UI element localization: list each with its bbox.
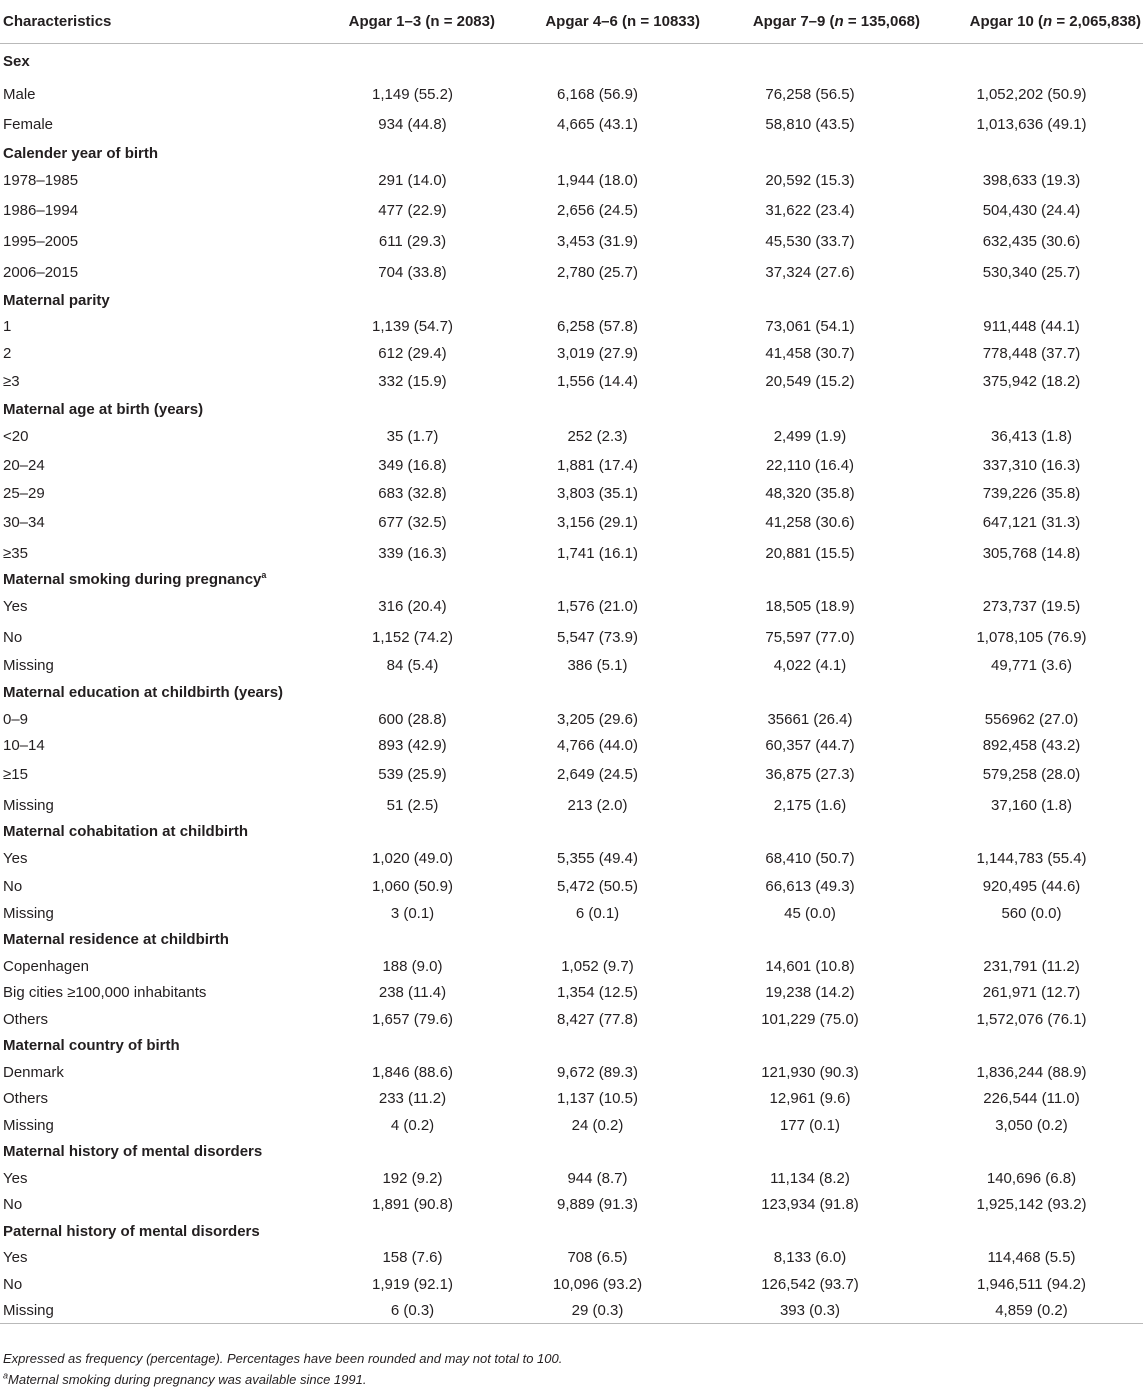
cell-value: 3,205 (29.6) (557, 710, 638, 728)
table-row (0, 1086, 1143, 1112)
section-header-row (0, 396, 1143, 423)
table-row (0, 953, 1143, 980)
cell-value: 20,881 (15.5) (765, 544, 855, 562)
header-row (0, 0, 1143, 44)
cell-value: 4,766 (44.0) (557, 737, 638, 754)
cell-value: 477 (22.9) (378, 201, 447, 219)
cell-value: 1,891 (90.8) (372, 1196, 453, 1213)
cell-value: 68,410 (50.7) (765, 849, 855, 867)
row-label: Big cities ≥100,000 inhabitants (3, 984, 207, 1001)
cell-value: 1,354 (12.5) (557, 984, 638, 1001)
table-row (0, 1192, 1143, 1218)
row-label: Yes (3, 849, 28, 867)
cell-value: 556962 (27.0) (984, 710, 1079, 728)
cell-value: 188 (9.0) (382, 957, 443, 975)
cell-value: 9,889 (91.3) (557, 1196, 638, 1213)
row-label: No (3, 628, 23, 646)
cell-value: 75,597 (77.0) (765, 628, 855, 646)
cell-value: 3,156 (29.1) (557, 513, 638, 531)
cell-value: 37,324 (27.6) (765, 263, 855, 281)
section-title (0, 679, 1143, 706)
cell-value: 29 (0.3) (495, 1298, 700, 1324)
section-header-row (0, 569, 1143, 591)
cell-value: 893 (42.9) (378, 737, 447, 754)
cell-value: 683 (32.8) (378, 485, 447, 502)
cell-value: 1,741 (16.1) (557, 544, 638, 562)
row-label: Missing (0, 1298, 330, 1324)
cell-value: 4 (0.2) (390, 1116, 435, 1134)
cell-value: 291 (14.0) (378, 171, 447, 189)
cell-value: 10,096 (93.2) (552, 1275, 643, 1293)
section-title-text: Maternal age at birth (years) (3, 400, 204, 418)
footnote-smoking-text: Maternal smoking during pregnancy was available since 1991. (8, 1372, 367, 1387)
cell-value: 11,134 (8.2) (770, 1169, 850, 1187)
table-row (0, 653, 1143, 679)
cell-value: 2,499 (1.9) (773, 427, 847, 445)
table-row (0, 538, 1143, 569)
section-title (0, 569, 1143, 591)
footnote-marker: a (3, 1370, 9, 1381)
cell-value: 305,768 (14.8) (982, 544, 1081, 562)
cell-value: 632,435 (30.6) (982, 232, 1081, 250)
row-label: 1995–2005 (3, 232, 79, 250)
cell-value: 35661 (26.4) (767, 710, 853, 728)
row-label: Others (3, 1010, 49, 1028)
section-header-row (0, 1033, 1143, 1059)
section-title (0, 396, 1143, 423)
section-header-row (0, 927, 1143, 953)
cell-value: 252 (2.3) (567, 427, 628, 445)
row-label: ≥35 (3, 544, 28, 562)
table-row (0, 109, 1143, 141)
cell-value: 1,052,202 (50.9) (976, 85, 1087, 103)
cell-value: 1,919 (92.1) (372, 1275, 453, 1293)
cell-value: 3,453 (31.9) (557, 232, 638, 250)
table-row (0, 450, 1143, 481)
cell-value: 2,656 (24.5) (557, 201, 638, 219)
cell-value: 226,544 (11.0) (983, 1090, 1080, 1107)
cell-value: 20,592 (15.3) (765, 171, 855, 189)
cell-value: 579,258 (28.0) (982, 765, 1081, 783)
cell-value: 1,137 (10.5) (557, 1090, 638, 1107)
cell-value: 739,226 (35.8) (982, 485, 1081, 502)
cell-value: 114,468 (5.5) (987, 1249, 1076, 1266)
cell-value: 1,020 (49.0) (372, 849, 453, 867)
row-label: 25–29 (3, 485, 45, 502)
cell-value: 19,238 (14.2) (765, 984, 855, 1001)
cell-value: 121,930 (90.3) (761, 1063, 859, 1081)
cell-value: 1,078,105 (76.9) (976, 628, 1087, 646)
cell-value: 20,549 (15.2) (765, 372, 855, 390)
cell-value: 177 (0.1) (779, 1116, 841, 1134)
section-title (0, 927, 1143, 953)
table-row (0, 759, 1143, 790)
section-title (0, 1139, 1143, 1165)
table-row (0, 423, 1143, 450)
cell-value: 261,971 (12.7) (982, 984, 1081, 1001)
header-apgar-7-9: Apgar 7–9 (n = 135,068) (700, 0, 920, 44)
header-characteristics: Characteristics (0, 0, 330, 44)
section-title (0, 821, 1143, 843)
cell-value: 2,780 (25.7) (557, 263, 638, 281)
cell-value: 51 (2.5) (386, 796, 439, 814)
table-row (0, 591, 1143, 622)
section-title-text: Maternal smoking during pregnancy (3, 571, 262, 588)
row-label: Yes (3, 1169, 28, 1187)
section-title (0, 1033, 1143, 1059)
cell-value: 539 (25.9) (378, 765, 447, 783)
row-label: Denmark (3, 1063, 64, 1081)
cell-value: 48,320 (35.8) (765, 485, 855, 502)
cell-value: 3,019 (27.9) (557, 345, 638, 362)
cell-value: 2,649 (24.5) (557, 765, 638, 783)
table-row (0, 1298, 1143, 1324)
cell-value: 393 (0.3) (700, 1298, 920, 1324)
row-label: ≥15 (3, 765, 28, 783)
row-label: Male (3, 85, 36, 103)
cell-value: 24 (0.2) (571, 1116, 624, 1134)
table-row (0, 874, 1143, 900)
cell-value: 600 (28.8) (378, 710, 447, 728)
cell-value: 1,149 (55.2) (372, 85, 453, 103)
cell-value: 41,458 (30.7) (765, 345, 855, 362)
table-row (0, 195, 1143, 226)
section-title-text: Maternal residence at childbirth (3, 931, 229, 948)
cell-value: 31,622 (23.4) (765, 201, 855, 219)
table-row (0, 900, 1143, 927)
table-row (0, 980, 1143, 1006)
cell-value: 911,448 (44.1) (983, 318, 1080, 335)
table-row (0, 1059, 1143, 1086)
cell-value: 22,110 (16.4) (765, 456, 855, 474)
cell-value: 60,357 (44.7) (765, 737, 855, 754)
section-title-text: Calender year of birth (3, 144, 159, 162)
section-header-row (0, 1218, 1143, 1245)
cell-value: 123,934 (91.8) (761, 1196, 859, 1213)
cell-value: 934 (44.8) (378, 116, 447, 133)
cell-value: 36,875 (27.3) (765, 765, 855, 783)
cell-value: 920,495 (44.6) (982, 878, 1081, 895)
cell-value: 140,696 (6.8) (986, 1169, 1077, 1187)
cell-value: 504,430 (24.4) (982, 201, 1081, 219)
cell-value: 84 (5.4) (386, 657, 439, 674)
table-row (0, 706, 1143, 733)
cell-value: 337,310 (16.3) (982, 456, 1081, 474)
section-title (0, 288, 1143, 313)
cell-value: 49,771 (3.6) (991, 657, 1072, 674)
row-label: Yes (3, 597, 28, 615)
section-header-row (0, 821, 1143, 843)
cell-value: 36,413 (1.8) (991, 427, 1072, 445)
cell-value: 4,859 (0.2) (920, 1298, 1143, 1324)
section-title-text: Maternal parity (3, 291, 110, 309)
cell-value: 12,961 (9.6) (769, 1090, 851, 1107)
cell-value: 5,472 (50.5) (557, 878, 638, 895)
footnote-expressed: Expressed as frequency (percentage). Percentages have been rounded and may not total to 100. (3, 1351, 563, 1366)
cell-value: 611 (29.3) (378, 232, 447, 250)
table-row (0, 1112, 1143, 1139)
table-row (0, 1245, 1143, 1271)
row-label: <20 (3, 427, 29, 445)
row-label: Missing (3, 657, 54, 674)
section-title (0, 1218, 1143, 1245)
cell-value: 6 (0.1) (575, 904, 620, 922)
row-label: 1 (3, 318, 12, 335)
cell-value: 8,133 (6.0) (773, 1249, 847, 1266)
cell-value: 1,846 (88.6) (372, 1063, 453, 1081)
table-row (0, 1006, 1143, 1033)
row-label: 30–34 (3, 513, 45, 531)
table-row (0, 481, 1143, 507)
cell-value: 45 (0.0) (784, 904, 836, 922)
table-row (0, 622, 1143, 653)
section-title-text: Paternal history of mental disorders (3, 1222, 260, 1240)
cell-value: 6,168 (56.9) (557, 85, 638, 103)
row-label: Copenhagen (3, 957, 89, 975)
row-label: Yes (3, 1249, 28, 1266)
cell-value: 349 (16.8) (378, 456, 447, 474)
cell-value: 1,836,244 (88.9) (976, 1063, 1087, 1081)
cell-value: 3 (0.1) (390, 904, 435, 922)
cell-value: 1,576 (21.0) (557, 597, 638, 615)
cell-value: 35 (1.7) (386, 427, 439, 445)
cell-value: 66,613 (49.3) (765, 878, 855, 895)
row-label: No (3, 1275, 23, 1293)
table-row (0, 226, 1143, 257)
row-label: 0–9 (3, 710, 29, 728)
cell-value: 892,458 (43.2) (982, 737, 1081, 754)
cell-value: 9,672 (89.3) (557, 1063, 638, 1081)
section-title-text: Maternal country of birth (3, 1037, 180, 1054)
row-label: Missing (3, 796, 54, 814)
cell-value: 14,601 (10.8) (765, 957, 855, 975)
cell-value: 1,925,142 (93.2) (976, 1196, 1087, 1213)
cell-value: 4,665 (43.1) (557, 116, 638, 133)
row-label: 2006–2015 (3, 263, 79, 281)
cell-value: 1,556 (14.4) (557, 372, 638, 390)
cell-value: 778,448 (37.7) (982, 345, 1081, 362)
cell-value: 18,505 (18.9) (765, 597, 855, 615)
cell-value: 1,052 (9.7) (561, 957, 634, 975)
row-label: ≥3 (3, 372, 20, 390)
cell-value: 158 (7.6) (382, 1249, 443, 1266)
row-label: Others (3, 1090, 49, 1107)
cell-value: 339 (16.3) (378, 544, 447, 562)
cell-value: 5,547 (73.9) (557, 628, 638, 646)
section-title (0, 141, 1143, 166)
cell-value: 76,258 (56.5) (765, 85, 855, 103)
cell-value: 1,572,076 (76.1) (976, 1010, 1087, 1028)
cell-value: 316 (20.4) (378, 597, 447, 615)
table-row (0, 313, 1143, 341)
table-row (0, 843, 1143, 874)
table-row (0, 790, 1143, 821)
cell-value: 5,355 (49.4) (557, 849, 638, 867)
cell-value: 192 (9.2) (382, 1169, 443, 1187)
row-label: Female (3, 116, 54, 133)
cell-value: 58,810 (43.5) (765, 116, 855, 133)
cell-value: 37,160 (1.8) (991, 796, 1072, 814)
cell-value: 101,229 (75.0) (761, 1010, 859, 1028)
section-title-text: Maternal cohabitation at childbirth (3, 823, 249, 840)
header-apgar-4-6: Apgar 4–6 (n = 10833) (495, 0, 700, 44)
cell-value: 2,175 (1.6) (773, 796, 847, 814)
cell-value: 1,657 (79.6) (372, 1010, 453, 1028)
cell-value: 1,881 (17.4) (557, 456, 638, 474)
cell-value: 213 (2.0) (567, 796, 628, 814)
cell-value: 677 (32.5) (378, 513, 447, 531)
table-row (0, 257, 1143, 288)
cell-value: 1,013,636 (49.1) (976, 116, 1087, 133)
table-row (0, 341, 1143, 367)
row-label: No (3, 1196, 23, 1213)
cell-value: 332 (15.9) (378, 372, 447, 390)
cell-value: 375,942 (18.2) (982, 372, 1081, 390)
section-header-row (0, 679, 1143, 706)
cell-value: 45,530 (33.7) (765, 232, 855, 250)
table-header (0, 0, 1143, 44)
table-row (0, 507, 1143, 538)
row-label: 1986–1994 (3, 201, 79, 219)
cell-value: 41,258 (30.6) (765, 513, 855, 531)
row-label: Missing (3, 904, 54, 922)
cell-value: 704 (33.8) (378, 263, 447, 281)
cell-value: 126,542 (93.7) (761, 1275, 859, 1293)
section-title-text: Maternal education at childbirth (years) (3, 683, 284, 701)
cell-value: 398,633 (19.3) (982, 171, 1081, 189)
table-row (0, 1271, 1143, 1298)
section-header-row (0, 141, 1143, 166)
table-row (0, 1165, 1143, 1192)
cell-value: 6 (0.3) (330, 1298, 495, 1324)
footnote-smoking (3, 1372, 366, 1387)
section-title-text: Maternal history of mental disorders (3, 1143, 263, 1160)
cell-value: 8,427 (77.8) (557, 1010, 638, 1028)
header-apgar-1-3: Apgar 1–3 (n = 2083) (330, 0, 495, 44)
section-title (0, 44, 1143, 80)
cell-value: 1,944 (18.0) (557, 171, 638, 189)
cell-value: 4,022 (4.1) (773, 657, 847, 674)
cell-value: 273,737 (19.5) (982, 597, 1081, 615)
row-label: 20–24 (3, 456, 45, 474)
cell-value: 1,060 (50.9) (372, 878, 453, 895)
cell-value: 6,258 (57.8) (557, 318, 638, 335)
row-label: 2 (3, 345, 12, 362)
table-body (0, 44, 1143, 1324)
section-title-text: Sex (3, 53, 30, 71)
row-label: 1978–1985 (3, 171, 79, 189)
section-header-row (0, 288, 1143, 313)
row-label: No (3, 878, 23, 895)
row-label: 10–14 (3, 737, 45, 754)
cell-value: 233 (11.2) (378, 1090, 447, 1107)
cell-value: 647,121 (31.3) (982, 513, 1081, 531)
cell-value: 3,803 (35.1) (557, 485, 638, 502)
cell-value: 386 (5.1) (567, 657, 628, 674)
cell-value: 1,946,511 (94.2) (977, 1275, 1086, 1293)
section-header-row (0, 44, 1143, 80)
row-label: Missing (3, 1116, 54, 1134)
header-apgar-10: Apgar 10 (n = 2,065,838) (920, 0, 1143, 44)
cell-value: 612 (29.4) (378, 345, 447, 362)
table-row (0, 367, 1143, 396)
cell-value: 560 (0.0) (1001, 904, 1062, 922)
cell-value: 1,139 (54.7) (372, 318, 453, 335)
table-row (0, 733, 1143, 759)
cell-value: 1,152 (74.2) (372, 628, 453, 646)
cell-value: 708 (6.5) (567, 1249, 628, 1266)
cell-value: 1,144,783 (55.4) (976, 849, 1087, 867)
cell-value: 231,791 (11.2) (983, 957, 1080, 975)
section-header-row (0, 1139, 1143, 1165)
cell-value: 238 (11.4) (378, 984, 447, 1001)
table-row (0, 80, 1143, 109)
cell-value: 944 (8.7) (567, 1169, 628, 1187)
table-row (0, 166, 1143, 195)
cell-value: 73,061 (54.1) (765, 318, 855, 335)
cell-value: 530,340 (25.7) (982, 263, 1081, 281)
footnote-marker: a (261, 570, 267, 580)
cell-value: 3,050 (0.2) (995, 1116, 1068, 1134)
